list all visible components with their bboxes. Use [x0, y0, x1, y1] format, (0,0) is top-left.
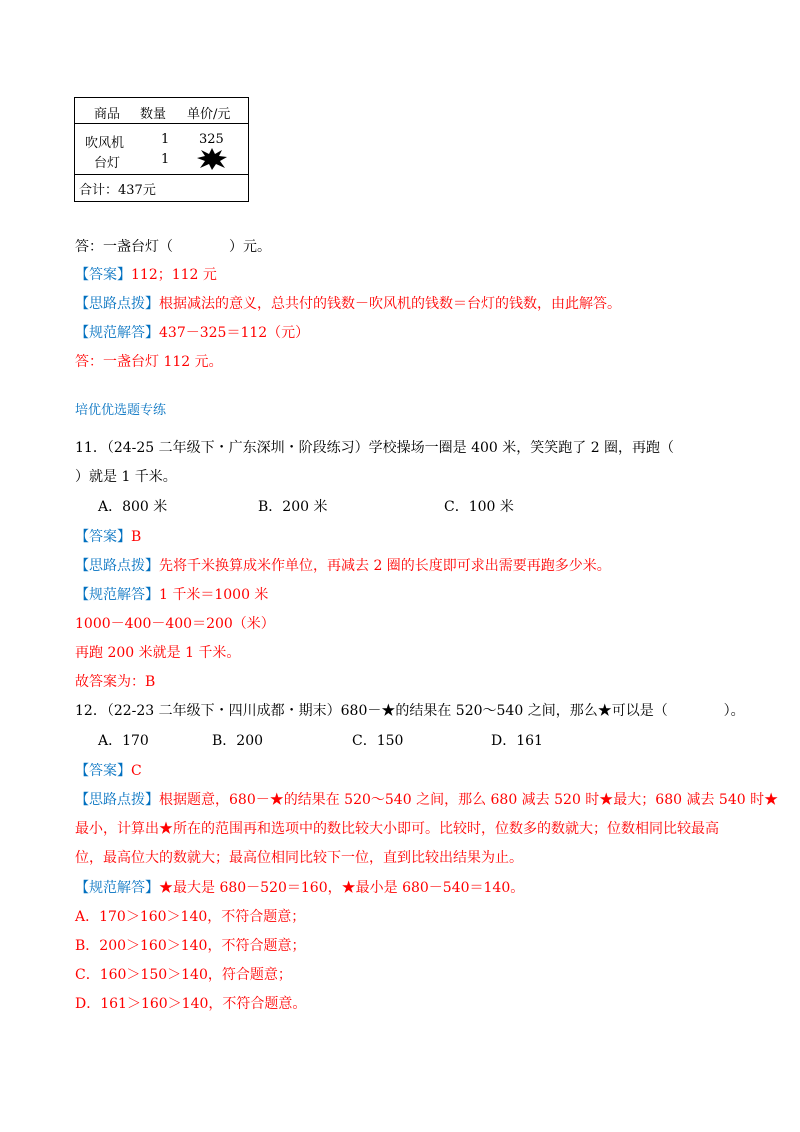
answer-text: B	[131, 529, 142, 545]
row-qty: 1	[161, 132, 170, 147]
divider	[75, 174, 248, 175]
q10-solution	[75, 322, 309, 342]
q11-solution-line: 故答案为：B	[75, 674, 156, 690]
ink-blot-icon	[197, 148, 227, 170]
hint-text: 根据减法的意义，总共付的钱数－吹风机的钱数＝台灯的钱数，由此解答。	[159, 296, 621, 312]
q12-option-b: B．200	[212, 733, 264, 749]
q11-stem-line2: ）就是 1 千米。	[75, 469, 177, 485]
q11-option-b: B．200 米	[258, 499, 328, 515]
q11-option-c: C．100 米	[444, 499, 514, 515]
q12-solution-line: B．200＞160＞140，不符合题意；	[75, 938, 306, 954]
q11-solution	[75, 584, 268, 604]
hint-text: 先将千米换算成米作单位，再减去 2 圈的长度即可求出需要再跑多少米。	[159, 558, 611, 574]
row-price: 325	[199, 132, 224, 147]
q12-solution-line: D．161＞160＞140，不符合题意。	[75, 996, 307, 1012]
q10-final-answer: 答：一盏台灯 112 元。	[75, 354, 223, 370]
solution-tag: 【规范解答】	[75, 880, 159, 896]
answer-tag: 【答案】	[75, 267, 131, 283]
hint-tag: 【思路点拨】	[75, 792, 159, 808]
header-qty: 数量	[140, 107, 167, 122]
solution-tag: 【规范解答】	[75, 325, 159, 341]
receipt-table	[74, 97, 249, 202]
q12-hint-line3: 位，最高位大的数就大；最高位相同比较下一位，直到比较出结果为止。	[75, 850, 523, 866]
q12-stem: 12．（22-23 二年级下・四川成都・期末）680－★的结果在 520～540 之间，那么★可以是（ ）。	[75, 703, 745, 719]
q12-hint-line2: 最小，计算出★所在的范围再和选项中的数比较大小即可。比较时，位数多的数就大；位数相同比较最高	[75, 821, 719, 837]
answer-text: 112；112 元	[131, 267, 217, 283]
q11-solution-line: 再跑 200 米就是 1 千米。	[75, 645, 241, 661]
hint-tag: 【思路点拨】	[75, 558, 159, 574]
header-item: 商品	[94, 107, 121, 122]
q10-answer-prompt: 答：一盏台灯（ ）元。	[75, 239, 271, 255]
q10-answer	[75, 264, 217, 284]
q12-hint	[75, 789, 778, 809]
q12-option-a: A．170	[98, 733, 149, 749]
q11-solution-line: 1000－400－400＝200（米）	[75, 616, 275, 632]
row-item: 吹风机	[85, 136, 125, 151]
row-item: 台灯	[94, 156, 121, 171]
hint-tag: 【思路点拨】	[75, 296, 159, 312]
q12-option-d: D．161	[491, 733, 543, 749]
hint-text: 根据题意，680－★的结果在 520～540 之间，那么 680 减去 520 时★最大；680 减去 540 时★	[159, 792, 779, 808]
q12-solution-line: A．170＞160＞140，不符合题意；	[75, 909, 306, 925]
section-title: 培优优选题专练	[75, 403, 167, 418]
q12-solution-line: C．160＞150＞140，符合题意；	[75, 967, 292, 983]
header-price: 单价/元	[187, 107, 231, 122]
answer-text: C	[131, 763, 142, 779]
answer-tag: 【答案】	[75, 763, 131, 779]
solution-text: 437－325＝112（元）	[159, 325, 310, 341]
q11-answer	[75, 526, 141, 546]
divider	[75, 123, 248, 124]
row-qty: 1	[161, 152, 170, 167]
q12-answer	[75, 760, 142, 780]
solution-tag: 【规范解答】	[75, 587, 159, 603]
solution-text: 1 千米＝1000 米	[159, 587, 269, 603]
receipt-total: 合计：437元	[79, 183, 156, 198]
q12-option-c: C．150	[352, 733, 404, 749]
q11-hint	[75, 555, 611, 575]
q11-stem-line1: 11．（24-25 二年级下・广东深圳・阶段练习）学校操场一圈是 400 米，笑笑跑了 2 圈，再跑（	[75, 440, 675, 456]
answer-tag: 【答案】	[75, 529, 131, 545]
q10-hint	[75, 293, 621, 313]
solution-text: ★最大是 680－520＝160，★最小是 680－540＝140。	[159, 880, 525, 896]
q12-solution	[75, 877, 524, 897]
q11-option-a: A．800 米	[98, 499, 168, 515]
